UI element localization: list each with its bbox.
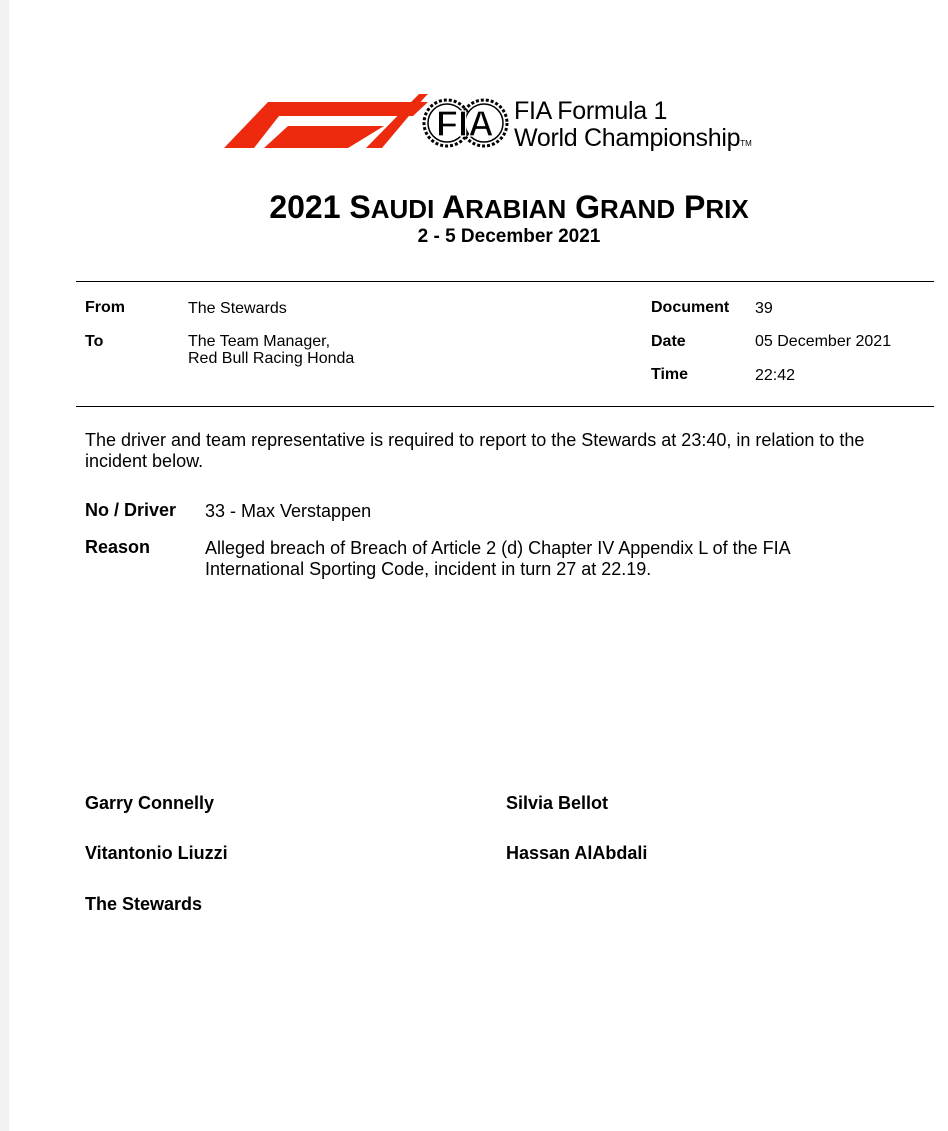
fia-badge-icon	[422, 92, 510, 154]
reason-value: Alleged breach of Breach of Article 2 (d) Chapter IV Appendix L of the FIA International Sporting Code, incident in turn 27 at 22.19.	[205, 538, 791, 579]
from-value: The Stewards	[188, 300, 287, 317]
to-value-line1: The Team Manager,	[188, 333, 331, 350]
driver-label: No / Driver	[85, 500, 177, 520]
intro-paragraph: The driver and team representative is required to report to the Stewards at 23:40, in relation to the incident below.	[85, 430, 865, 471]
svg-text:FIA: FIA	[436, 103, 494, 144]
event-title: 2021 SAUDI ARABIAN GRAND PRIX	[269, 189, 749, 225]
driver-value: 33 - Max Verstappen	[205, 501, 372, 521]
date-value: 05 December 2021	[755, 333, 892, 350]
time-label: Time	[651, 366, 689, 383]
f1-logo-icon	[216, 92, 428, 150]
signatory-name: Garry Connelly	[85, 793, 215, 813]
header-divider	[76, 281, 934, 282]
document-value: 39	[755, 300, 773, 317]
to-value-line2: Red Bull Racing Honda	[188, 350, 355, 367]
signatory-name: Silvia Bellot	[506, 793, 609, 813]
signatory-name: Vitantonio Liuzzi	[85, 843, 228, 863]
date-label: Date	[651, 333, 686, 350]
from-label: From	[85, 299, 125, 316]
to-label: To	[85, 333, 104, 350]
time-value: 22:42	[755, 367, 796, 384]
signatory-name: Hassan AlAbdali	[506, 843, 648, 863]
trademark: TM	[740, 139, 752, 148]
logo-text-line2: World ChampionshipTM	[514, 124, 752, 152]
meta-divider	[76, 406, 934, 407]
logo-text-line1: FIA Formula 1	[514, 97, 668, 125]
reason-label: Reason	[85, 537, 151, 557]
document-label: Document	[651, 299, 730, 316]
document-page	[9, 0, 948, 1131]
stewards-footer: The Stewards	[85, 894, 203, 914]
event-dates: 2 - 5 December 2021	[417, 226, 601, 247]
